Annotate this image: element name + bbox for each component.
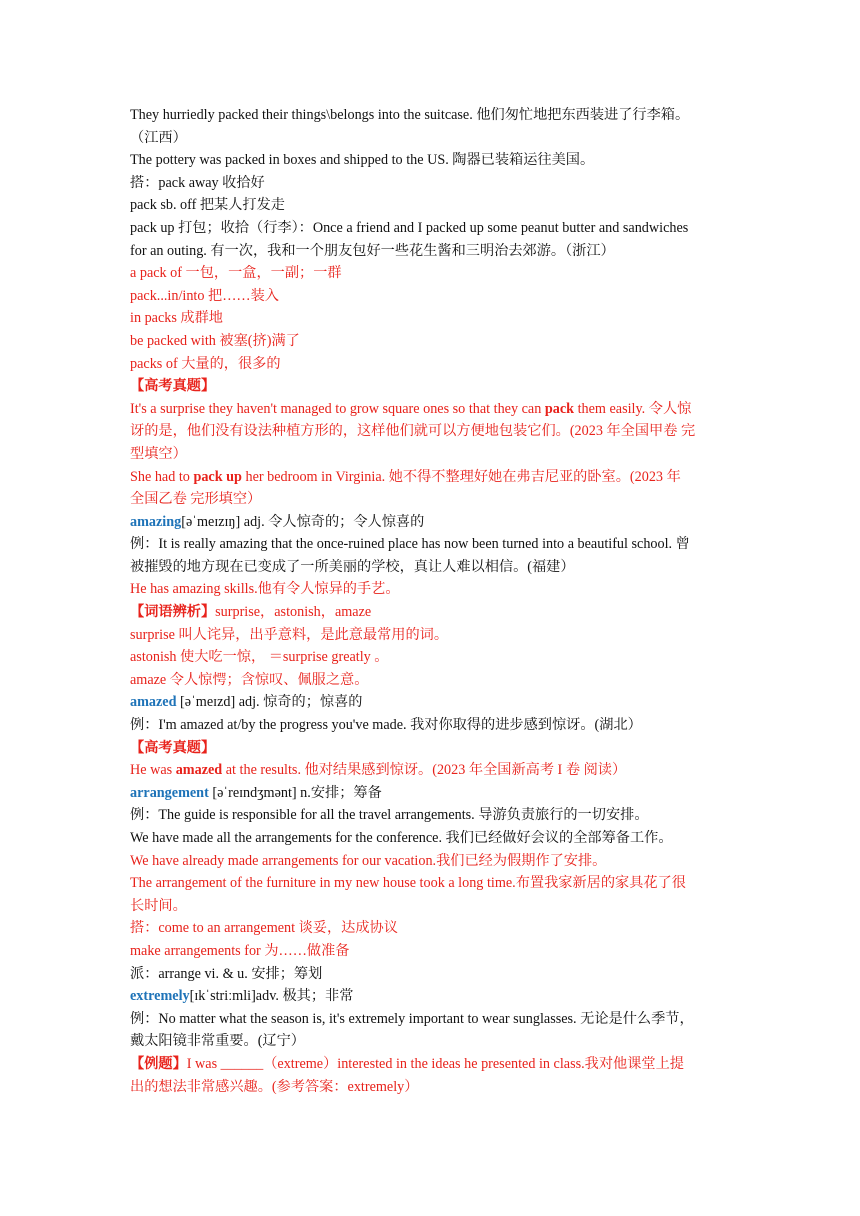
vocab-entry — [130, 782, 732, 805]
keyword: amazed — [175, 762, 223, 779]
line-text: 全国乙卷 完形填空） — [130, 491, 262, 508]
example-line — [130, 398, 732, 421]
line-text: He has amazing skills.他有令人惊异的手艺。 — [130, 581, 400, 598]
text-line — [130, 624, 732, 647]
text-line — [130, 172, 732, 195]
line-text: （江西） — [130, 129, 187, 146]
line-text: We have made all the arrangements for the conference. 我们已经做好会议的全部筹备工作。 — [130, 830, 673, 846]
vocab-definition: [əˈmeɪzɪŋ] adj. 令人惊奇的；令人惊喜的 — [181, 513, 425, 530]
keyword: pack up — [193, 468, 242, 485]
line-text: make arrangements for 为……做准备 — [130, 942, 350, 959]
line-text: 例：It is really amazing that the once-ruined place has now been turned into a beautiful school. 曾 — [130, 536, 690, 553]
vocab-word: amazed — [130, 694, 177, 711]
text-line — [130, 217, 732, 240]
text-line — [130, 149, 732, 172]
line-text: a pack of 一包，一盒，一副；一群 — [130, 265, 342, 282]
section-line — [130, 601, 732, 624]
line-text: 长时间。 — [130, 897, 187, 914]
line-text: 被摧毁的地方现在已变成了一所美丽的学校，真让人难以相信。(福建） — [130, 558, 575, 575]
text-line — [130, 307, 732, 330]
text-line — [130, 827, 732, 850]
line-text: 例：I'm amazed at/by the progress you've made. 我对你取得的进步感到惊讶。(湖北） — [130, 717, 642, 734]
line-text: They hurriedly packed their things\belongs into the suitcase. 他们匆忙地把东西装进了行李箱。 — [130, 107, 690, 123]
section-heading — [130, 375, 732, 398]
vocab-entry — [130, 985, 732, 1008]
line-text: pack sb. off 把某人打发走 — [130, 197, 285, 214]
line-text: be packed with 被塞(挤)满了 — [130, 332, 300, 349]
line-text: We have already made arrangements for our vacation.我们已经为假期作了安排。 — [130, 852, 607, 869]
text-line — [130, 850, 732, 873]
line-text-pre: He was — [130, 762, 176, 779]
text-line — [130, 533, 732, 556]
text-line — [130, 646, 732, 669]
line-text: 型填空） — [130, 445, 187, 462]
vocab-word: extremely — [130, 988, 190, 1005]
line-text: 搭：come to an arrangement 谈妥，达成协议 — [130, 920, 398, 937]
text-line — [130, 1076, 732, 1099]
line-text-post: at the results. 他对结果感到惊讶。(2023 年全国新高考 I 卷 阅读） — [222, 762, 627, 779]
example-line — [130, 466, 732, 489]
text-line — [130, 669, 732, 692]
text-line — [130, 420, 732, 443]
line-text: 讶的是，他们没有设法种植方形的，这样他们就可以方便地包装它们。(2023 年全国甲卷 完 — [130, 423, 696, 440]
line-text: 例：The guide is responsible for all the travel arrangements. 导游负责旅行的一切安排。 — [130, 807, 649, 824]
text-line — [130, 872, 732, 895]
text-line — [130, 714, 732, 737]
heading-label: 【例题】 — [130, 1055, 187, 1072]
heading-text: 【高考真题】 — [130, 378, 216, 395]
text-line — [130, 127, 732, 150]
line-text: 戴太阳镜非常重要。(辽宁） — [130, 1033, 305, 1050]
text-line — [130, 895, 732, 918]
vocab-definition: [əˈreɪndʒmənt] n.安排；筹备 — [208, 784, 382, 801]
line-text: 派：arrange vi. & u. 安排；筹划 — [130, 965, 323, 982]
text-line — [130, 940, 732, 963]
line-text: in packs 成群地 — [130, 310, 223, 327]
line-text: surprise，astonish，amaze — [215, 604, 372, 621]
vocab-word: amazing — [130, 513, 182, 530]
section-heading — [130, 737, 732, 760]
text-line — [130, 353, 732, 376]
line-text: I was ______（extreme）interested in the ideas he presented in class.我对他课堂上提 — [186, 1055, 684, 1072]
text-line — [130, 330, 732, 353]
line-text: 例：No matter what the season is, it's extremely important to wear sunglasses. 无论是什么季节， — [130, 1010, 694, 1027]
text-line — [130, 1008, 732, 1031]
line-text: 出的想法非常感兴趣。(参考答案：extremely） — [130, 1078, 419, 1095]
line-text-pre: She had to — [130, 468, 194, 485]
line-text: 搭：pack away 收拾好 — [130, 174, 265, 191]
vocab-definition: [əˈmeɪzd] adj. 惊奇的；惊喜的 — [176, 694, 363, 711]
text-line — [130, 443, 732, 466]
section-line — [130, 1053, 732, 1076]
example-line — [130, 759, 732, 782]
text-line — [130, 963, 732, 986]
heading-text: 【高考真题】 — [130, 739, 216, 756]
line-text-post: them easily. 令人惊 — [574, 400, 692, 417]
keyword: pack — [544, 400, 575, 417]
text-line — [130, 556, 732, 579]
document-body — [130, 104, 732, 1098]
text-line — [130, 194, 732, 217]
vocab-definition: [ɪkˈstriːmli]adv. 极其；非常 — [189, 988, 354, 1005]
line-text: pack up 打包；收拾（行李）：Once a friend and I packed up some peanut butter and sandwiches — [130, 219, 689, 236]
line-text: packs of 大量的，很多的 — [130, 355, 281, 372]
text-line — [130, 578, 732, 601]
line-text: astonish 使大吃一惊， ＝surprise greatly 。 — [130, 649, 389, 666]
text-line — [130, 488, 732, 511]
text-line — [130, 240, 732, 263]
text-line — [130, 262, 732, 285]
line-text-post: her bedroom in Virginia. 她不得不整理好她在弗吉尼亚的卧室。(2023 年 — [241, 468, 681, 485]
line-text: amaze 令人惊愕；含惊叹、佩服之意。 — [130, 671, 369, 688]
line-text: surprise 叫人诧异，出乎意料，是此意最常用的词。 — [130, 626, 449, 643]
vocab-entry — [130, 511, 732, 534]
line-text: for an outing. 有一次，我和一个朋友包好一些花生酱和三明治去郊游。（浙江） — [130, 242, 615, 259]
text-line — [130, 804, 732, 827]
line-text: pack...in/into 把……装入 — [130, 287, 279, 304]
line-text-pre: It's a surprise they haven't managed to grow square ones so that they can — [130, 400, 545, 417]
text-line — [130, 1030, 732, 1053]
vocab-entry — [130, 691, 732, 714]
vocab-word: arrangement — [130, 784, 209, 801]
text-line — [130, 917, 732, 940]
line-text: The pottery was packed in boxes and shipped to the US. 陶器已装箱运往美国。 — [130, 152, 595, 169]
heading-label: 【词语辨析】 — [130, 604, 216, 621]
line-text: The arrangement of the furniture in my new house took a long time.布置我家新居的家具花了很 — [130, 875, 686, 892]
text-line — [130, 285, 732, 308]
text-line — [130, 104, 732, 127]
